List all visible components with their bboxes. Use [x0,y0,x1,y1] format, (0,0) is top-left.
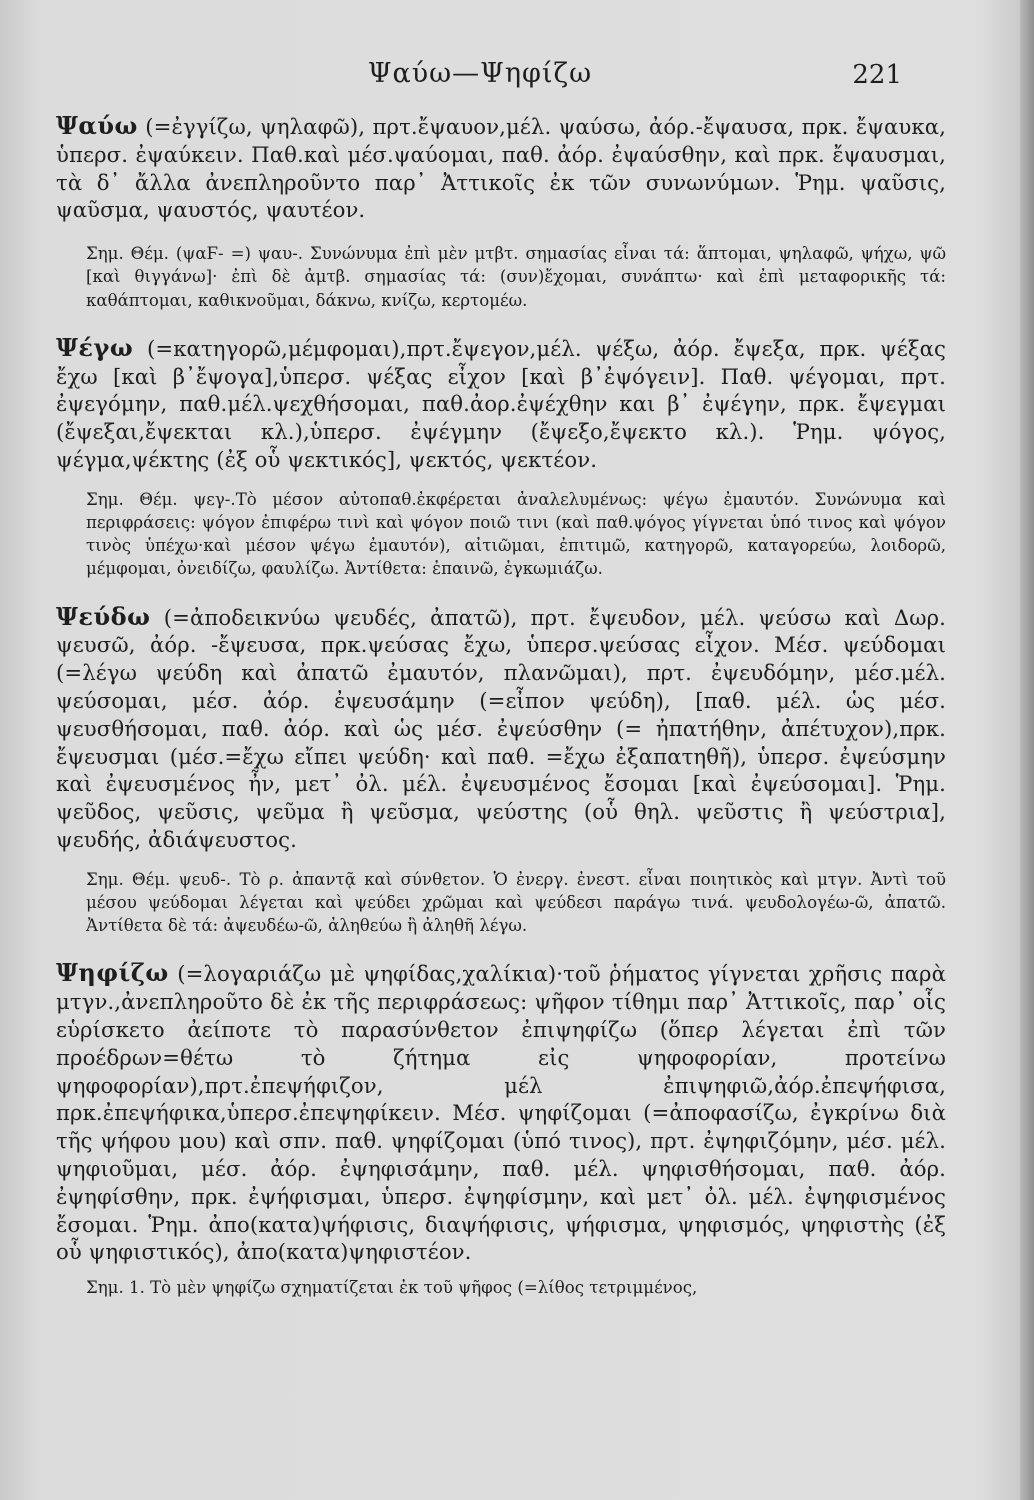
entry-pseudo [56,603,946,938]
entry-note: Σημ. Θέμ. (ψαϜ- =) ψαυ-. Συνώνυμα ἐπὶ μὲν μτβτ. σημασίας εἶναι τά: ἅπτομαι, ψηλαφῶ, ψήχω, ψῶ [καὶ θιγγάνω]· ἐπὶ δὲ ἀμτβ. σημασίας τά: (συν)ἔχομαι, συνάπτω· καὶ ἐπὶ μεταφορικῆς τά: καθάπτομαι, καθικνοῦμαι, δάκνω, κνίζω, κερτομέω. [86,244,946,310]
entry-text: (=ἀποδεικνύω ψευδές, ἀπατῶ), πρτ. ἔψευδον, μέλ. ψεύσω καὶ Δωρ. ψευσῶ, ἀόρ. -ἔψευσα, πρκ.ψεύσας ἔχω, ὑπερσ.ψεύσας εἶχον. Μέσ. ψεύδομαι (=λέγω ψεύδη καὶ ἀπατῶ ἐμαυτόν, πλανῶμαι), πρτ. ἐψευδόμην, μέσ.μέλ. ψεύσομαι, μέσ. ἀόρ. ἐψευσάμην (=εἶπον ψεύδη), [παθ. μέλ. ὡς μέσ. ψευσθήσομαι, παθ. ἀόρ. καὶ ὡς μέσ. ἐψεύσθην (= ἠπατήθην, ἀπέτυχον),πρκ. ἔψευσμαι (μέσ.=ἔχω εἴπει ψεύδη· καὶ παθ. =ἔχω ἐξαπατηθῆ), ὑπερσ. ἐψεύσμην καὶ ἐψευσμένος ἦν, μετ᾽ ὀλ. μέλ. ἐψευσμένος ἔσομαι [καὶ ἐψεύσομαι]. Ῥημ. ψεῦδος, ψεῦσις, ψεῦμα ἢ ψεῦσμα, ψεύστης (οὗ θηλ. ψεῦστις ἢ ψεύστρια], ψευδής, ἀδιάψευστος. [56,604,946,852]
dictionary-content [56,112,946,1316]
entry-body [56,112,946,224]
entry-psego [56,334,946,581]
running-head: Ψαύω—Ψηφίζω [367,58,593,89]
entry-psauo [56,112,946,312]
entry-note: Σημ. Θέμ. ψεγ-.Τὸ μέσον αὐτοπαθ.ἐκφέρεται ἀναλελυμένως: ψέγω ἐμαυτόν. Συνώνυμα καὶ περιφράσεις: ψόγον ἐπιφέρω τινὶ καὶ ψόγον ποιῶ τινι (καὶ παθ.ψόγος γίγνεται ὑπό τινος καὶ ψόγον τινὸς ὑπέχω·καὶ μέσον ψέγω ἐμαυτόν), αἰτιῶμαι, ἐπιτιμῶ, κατηγορῶ, καταγορεύω, λοιδορῶ, μέμφομαι, ὀνειδίζω, φαυλίζω. Ἀντίθετα: ἐπαινῶ, ἐγκωμιάζω. [86,489,946,579]
page-edge-shadow [1020,0,1034,1500]
entry-lemma: Ψεύδω [56,601,151,631]
entry-lemma: Ψαύω [56,111,138,140]
entry-body [56,334,946,474]
entry-lemma: Ψέγω [56,332,134,362]
page-number: 221 [852,60,902,90]
entry-psephizo [56,959,946,1299]
entry-text: (=ἐγγίζω, ψηλαφῶ), πρτ.ἔψαυον,μέλ. ψαύσω, ἀόρ.-ἔψαυσα, πρκ. ἔψαυκα, ὑπερσ. ἐψαύκειν. Παθ.καὶ μέσ.ψαύομαι, παθ. ἀόρ. ἐψαύσθην, καὶ πρκ. ἔψαυσμαι, τὰ δ᾽ ἄλλα ἀνεπληροῦντο παρ᾽ Ἀττικοῖς ἐκ τῶν συνωνύμων. Ῥημ. ψαῦσις, ψαῦσμα, ψαυστός, ψαυτέον. [56,114,946,223]
entry-note: Σημ. Θέμ. ψευδ-. Τὸ ρ. ἀπαντᾷ καὶ σύνθετον. Ὁ ἐνεργ. ἐνεστ. εἶναι ποιητικὸς καὶ μτγν. Ἀντὶ τοῦ μέσου ψεύδομαι λέγεται καὶ ψεύδει χρῶμαι καὶ ψεύδεσι παράγω τινά. ψευδολογέω-ῶ, ἀπατῶ. Ἀντίθετα δὲ τά: ἀψευδέω-ῶ, ἀληθεύω ἢ ἀληθῆ λέγω. [86,869,946,936]
entry-body [56,603,946,854]
entry-text: (=λογαριάζω μὲ ψηφίδας,χαλίκια)·τοῦ ῥήματος γίγνεται χρῆσις παρὰ μτγν.,ἀνεπληροῦτο δὲ ἐκ τῆς περιφράσεως: ψῆφον τίθημι παρ᾽ Ἀττικοῖς, παρ᾽ οἷς εὑρίσκετο ἀείποτε τὸ παρασύνθετον ἐπιψηφίζω (ὅπερ λέγεται ἐπὶ τῶν προέδρων=θέτω τὸ ζήτημα εἰς ψηφοφορίαν, προτείνω ψηφοφορίαν),πρτ.ἐπεψήφιζον, μέλ ἐπιψηφιῶ,ἀόρ.ἐπεψήφισα, πρκ.ἐπεψήφικα,ὑπερσ.ἐπεψηφίκειν. Μέσ. ψηφίζομαι (=ἀποφασίζω, ἐγκρίνω διὰ τῆς ψήφου μου) καὶ σπν. παθ. ψηφίζομαι (ὑπό τινος), πρτ. ἐψηφιζόμην, μέσ. μέλ. ψηφιοῦμαι, μέσ. ἀόρ. ἐψηφισάμην, παθ. μέλ. ψηφισθήσομαι, παθ. ἀόρ. ἐψηφίσθην, πρκ. ἐψήφισμαι, ὑπερσ. ἐψηφίσμην, καὶ μετ᾽ ὀλ. μέλ. ἐψηφισμένος ἔσομαι. Ῥημ. ἀπο(κατα)ψήφισις, διαψήφισις, ψήφισμα, ψηφισμός, ψηφιστὴς (ἐξ οὗ ψηφιστικός), ἀπο(κατα)ψηφιστέον. [56,961,946,1265]
entry-note: Σημ. 1. Τὸ μὲν ψηφίζω σχηματίζεται ἐκ τοῦ ψῆφος (=λίθος τετριμμένος, [86,1278,698,1298]
entry-lemma: Ψηφίζω [56,958,169,988]
page-header [56,58,904,98]
entry-body [56,959,946,1266]
entry-text: (=κατηγορῶ,μέμφομαι),πρτ.ἔψεγον,μέλ. ψέξω, ἀόρ. ἔψεξα, πρκ. ψέξας ἔχω [καὶ β᾽ἔψογα],ὑπερσ. ψέξας εἶχον [καὶ β᾽ἐψόγειν]. Παθ. ψέγομαι, πρτ. ἐψεγόμην, παθ.μέλ.ψεχθήσομαι, παθ.ἀορ.ἐψέχθην και β᾽ ἐψέγην, πρκ. ἔψεγμαι (ἔψεξαι,ἔψεκται κλ.),ὑπερσ. ἐψέγμην (ἔψεξο,ἔψεκτο κλ.). Ῥημ. ψόγος, ψέγμα,ψέκτης (ἐξ οὗ ψεκτικός], ψεκτός, ψεκτέον. [56,335,946,472]
